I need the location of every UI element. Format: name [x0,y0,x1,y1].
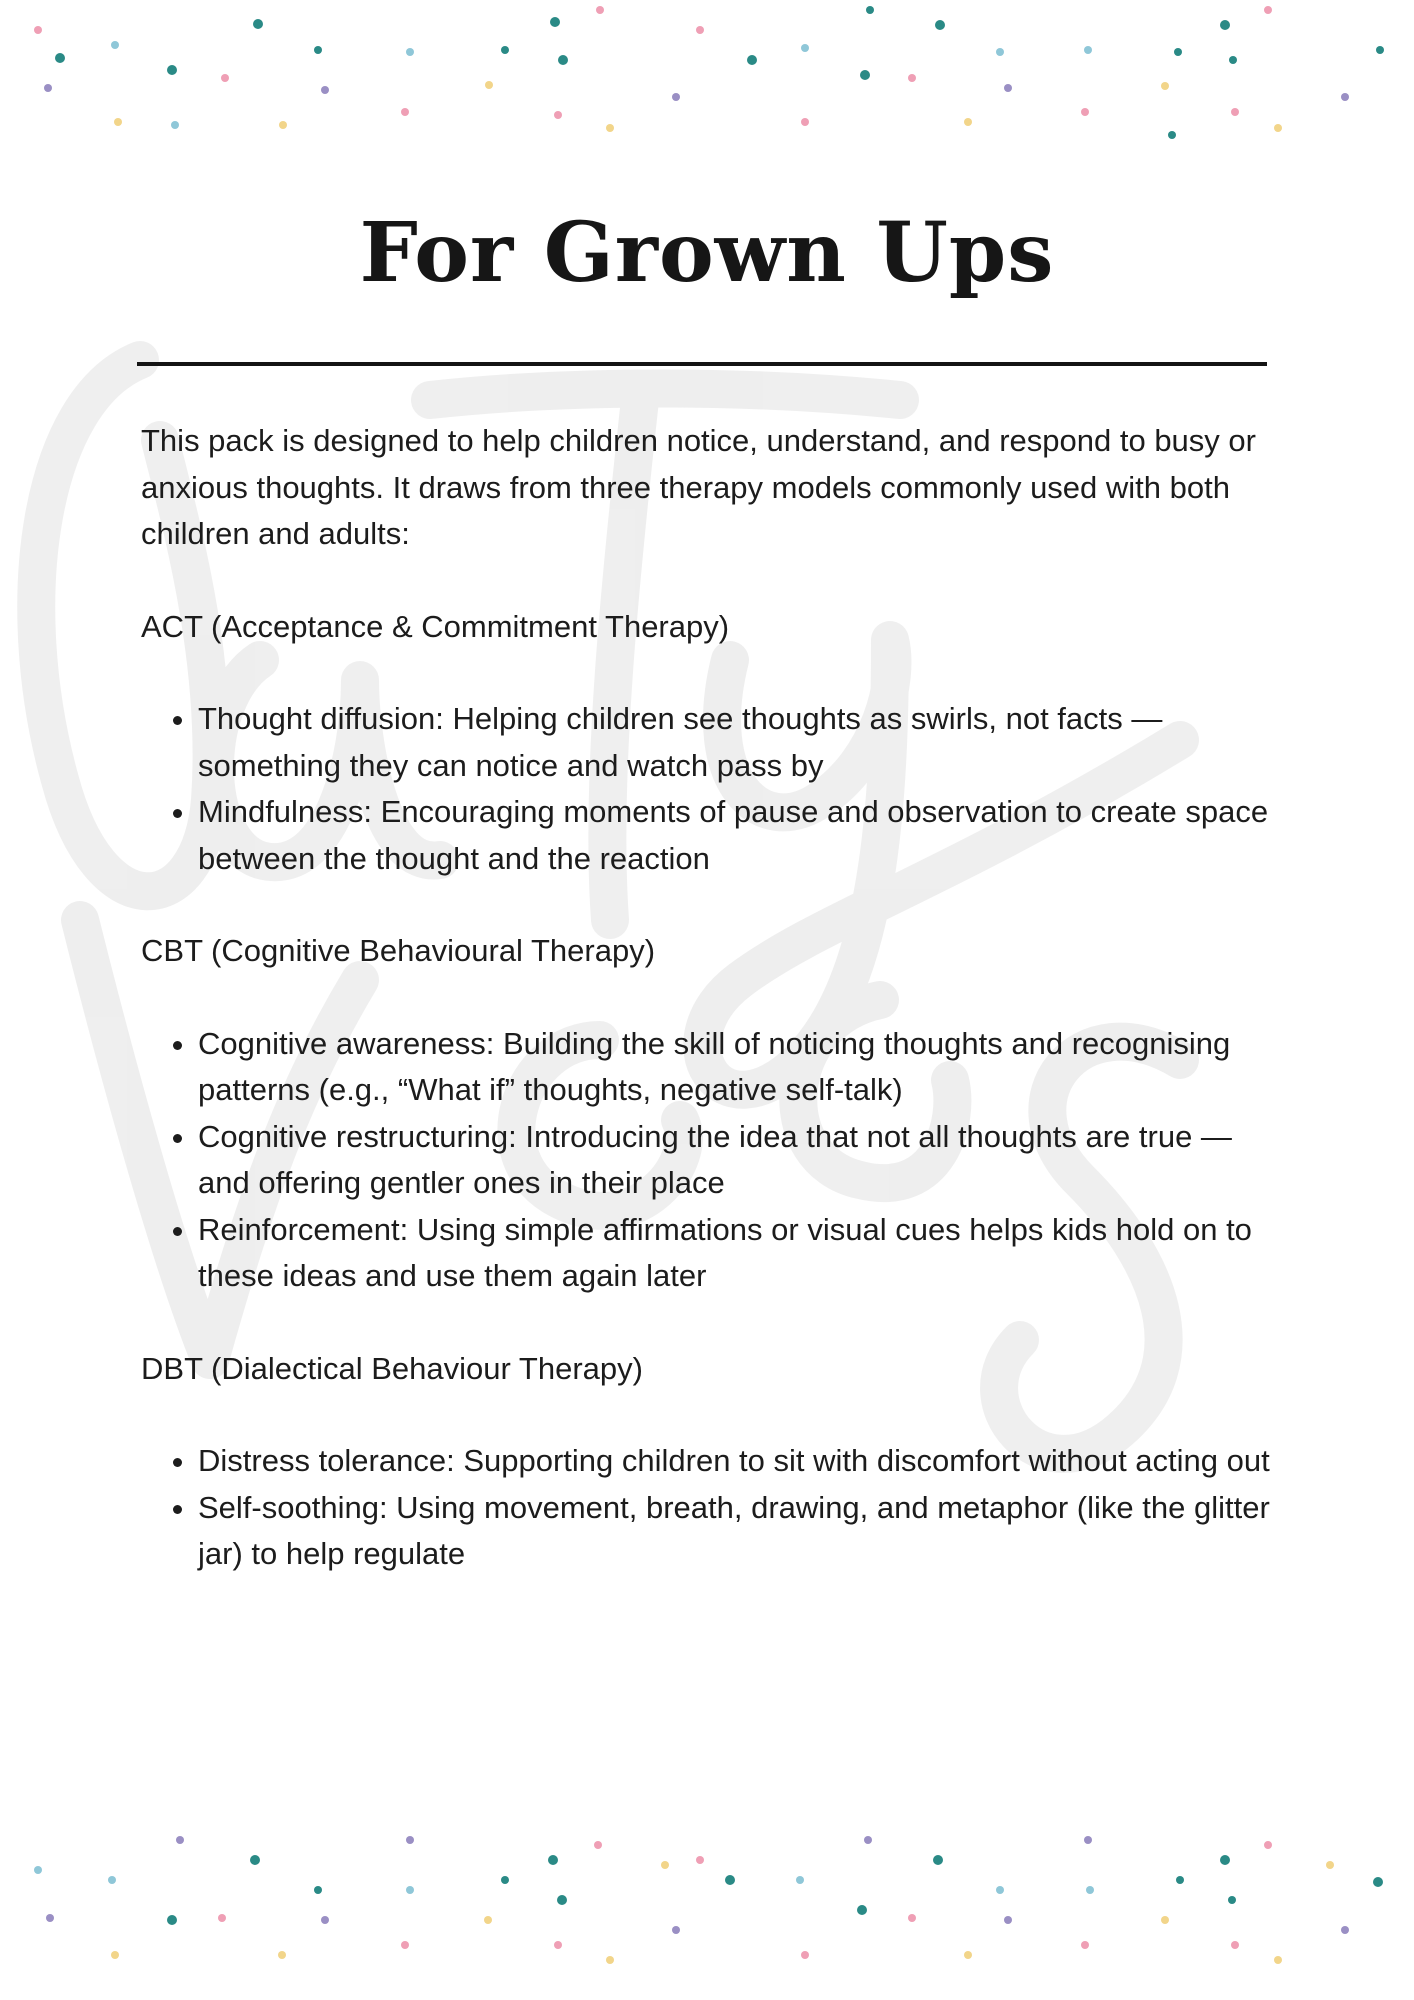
section-heading-cbt: CBT (Cognitive Behavioural Therapy) [141,933,656,968]
dot-pattern-top [34,6,1384,139]
title-divider [137,362,1267,366]
act-list [141,696,1271,882]
document-body [141,418,1271,1624]
intro-paragraph: This pack is designed to help children notice, understand, and respond to busy or anxious thoughts. It draws from three therapy models commonly used with both children and adults: [141,423,1256,551]
dot-pattern-bottom [34,1836,1383,1964]
page-title: For Grown Ups [359,205,1055,301]
list-item: • Cognitive awareness: Building the skill of noticing thoughts and recognising patterns (e.g., “What if” thoughts, negative self-talk) [198,1021,1271,1114]
list-item: • Cognitive restructuring: Introducing the idea that not all thoughts are true — and offering gentler ones in their place [198,1114,1271,1207]
dbt-list [141,1438,1271,1578]
list-item: • Reinforcement: Using simple affirmations or visual cues helps kids hold on to these ideas and use them again later [198,1207,1271,1300]
section-heading-act: ACT (Acceptance & Commitment Therapy) [141,608,730,644]
confetti-dots-bottom [0,1820,1414,2000]
section-heading-dbt: DBT (Dialectical Behaviour Therapy) [141,1350,643,1386]
list-item: • Thought diffusion: Helping children see thoughts as swirls, not facts — something they can notice and watch pass by [198,696,1271,789]
cbt-list [141,1021,1271,1300]
list-item: • Distress tolerance: Supporting children to sit with discomfort without acting out [198,1438,1271,1485]
confetti-dots-top [0,0,1414,160]
list-item: • Mindfulness: Encouraging moments of pause and observation to create space between the thought and the reaction [198,789,1271,882]
list-item: • Self-soothing: Using movement, breath, drawing, and metaphor (like the glitter jar) to help regulate [198,1485,1271,1578]
